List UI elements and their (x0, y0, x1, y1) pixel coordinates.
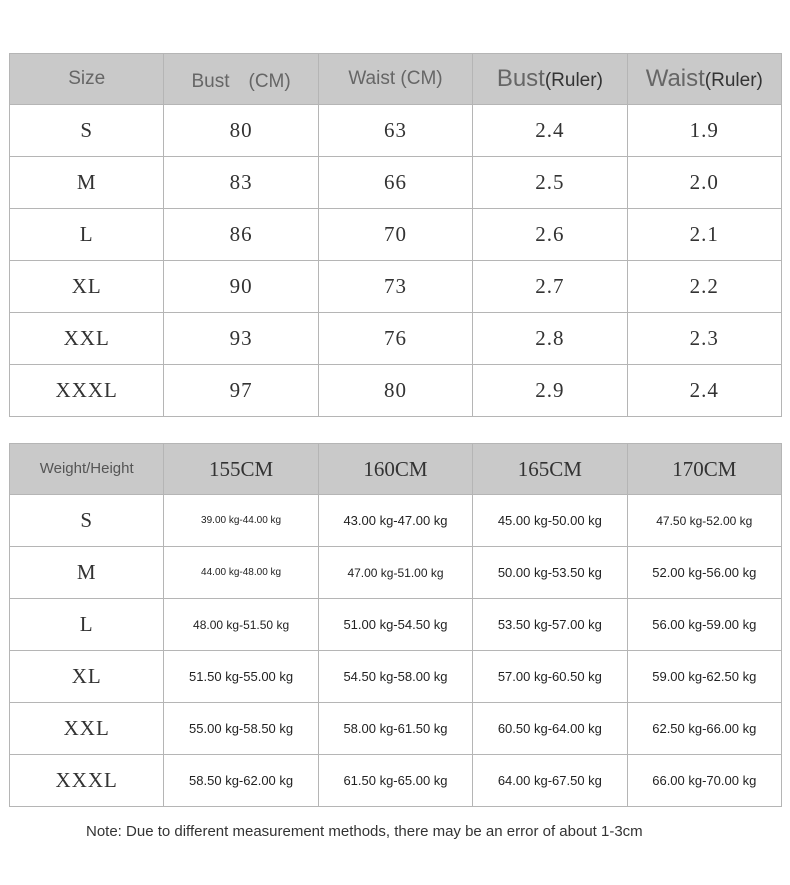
header-170cm (627, 444, 781, 495)
header-165cm (473, 444, 627, 495)
table-row (10, 495, 782, 547)
table-row (10, 313, 782, 365)
weight-160cm-cell: 51.00 kg-54.50 kg (318, 599, 472, 651)
header-weight-height-label: Weight/Height (39, 460, 134, 477)
bust-ruler-cell: 2.9 (473, 365, 627, 417)
table-row (10, 755, 782, 807)
header-165cm-label: 165CM (517, 456, 582, 481)
table-row (10, 703, 782, 755)
bust-cm-cell: 86 (164, 209, 318, 261)
weight-165cm-cell: 64.00 kg-67.50 kg (473, 755, 627, 807)
weight-165cm-cell: 57.00 kg-60.50 kg (473, 651, 627, 703)
weight-155cm-cell: 55.00 kg-58.50 kg (164, 703, 318, 755)
size-cell: XXXL (10, 755, 164, 807)
table-row (10, 365, 782, 417)
header-bust-cm-label: Bust (CM) (191, 70, 291, 92)
weight-160cm-cell: 54.50 kg-58.00 kg (318, 651, 472, 703)
header-size-label: Size (68, 68, 106, 89)
waist-cm-cell: 80 (318, 365, 472, 417)
header-weight-height (10, 444, 164, 495)
waist-ruler-cell: 2.1 (627, 209, 781, 261)
weight-155cm-cell: 39.00 kg-44.00 kg (164, 495, 318, 547)
waist-ruler-cell: 2.4 (627, 365, 781, 417)
header-size (10, 54, 164, 105)
size-cell: XL (10, 261, 164, 313)
weight-155cm-cell: 58.50 kg-62.00 kg (164, 755, 318, 807)
weight-170cm-cell: 62.50 kg-66.00 kg (627, 703, 781, 755)
weight-170cm-cell: 52.00 kg-56.00 kg (627, 547, 781, 599)
weight-160cm-cell: 58.00 kg-61.50 kg (318, 703, 472, 755)
weight-170cm-cell: 56.00 kg-59.00 kg (627, 599, 781, 651)
header-waist-cm-label: Waist (CM) (348, 68, 443, 89)
bust-cm-cell: 80 (164, 105, 318, 157)
size-cell: XXL (10, 703, 164, 755)
bust-ruler-cell: 2.8 (473, 313, 627, 365)
weight-165cm-cell: 53.50 kg-57.00 kg (473, 599, 627, 651)
measurement-note: Note: Due to different measurement methods, there may be an error of about 1-3cm (86, 823, 643, 840)
table-header-row (10, 444, 782, 495)
header-bust-ruler-unit: (Ruler) (544, 70, 603, 91)
weight-155cm-cell: 44.00 kg-48.00 kg (164, 547, 318, 599)
weight-height-table (9, 443, 782, 807)
size-cell: L (10, 599, 164, 651)
weight-165cm-cell: 45.00 kg-50.00 kg (473, 495, 627, 547)
header-170cm-label: 170CM (672, 456, 737, 481)
waist-cm-cell: 70 (318, 209, 472, 261)
waist-cm-cell: 63 (318, 105, 472, 157)
table-row (10, 105, 782, 157)
bust-ruler-cell: 2.7 (473, 261, 627, 313)
header-waist-cm (318, 54, 472, 105)
header-bust-ruler (473, 54, 627, 105)
header-155cm (164, 444, 318, 495)
bust-cm-cell: 83 (164, 157, 318, 209)
table-row (10, 157, 782, 209)
waist-ruler-cell: 1.9 (627, 105, 781, 157)
waist-cm-cell: 73 (318, 261, 472, 313)
weight-160cm-cell: 43.00 kg-47.00 kg (318, 495, 472, 547)
bust-ruler-cell: 2.5 (473, 157, 627, 209)
weight-155cm-cell: 48.00 kg-51.50 kg (164, 599, 318, 651)
bust-ruler-cell: 2.4 (473, 105, 627, 157)
size-cell: L (10, 209, 164, 261)
header-waist-ruler-unit: (Ruler) (704, 70, 763, 91)
header-bust-ruler-label: Bust (496, 65, 545, 92)
waist-cm-cell: 76 (318, 313, 472, 365)
header-160cm (318, 444, 472, 495)
weight-170cm-cell: 66.00 kg-70.00 kg (627, 755, 781, 807)
weight-170cm-cell: 47.50 kg-52.00 kg (627, 495, 781, 547)
table-row (10, 547, 782, 599)
size-cell: M (10, 547, 164, 599)
table-row (10, 599, 782, 651)
bust-cm-cell: 90 (164, 261, 318, 313)
table-row (10, 261, 782, 313)
waist-ruler-cell: 2.0 (627, 157, 781, 209)
bust-cm-cell: 97 (164, 365, 318, 417)
size-cell: M (10, 157, 164, 209)
size-cell: XL (10, 651, 164, 703)
waist-ruler-cell: 2.3 (627, 313, 781, 365)
table-row (10, 651, 782, 703)
weight-155cm-cell: 51.50 kg-55.00 kg (164, 651, 318, 703)
size-cell: S (10, 495, 164, 547)
table-row (10, 209, 782, 261)
header-155cm-label: 155CM (208, 456, 274, 481)
weight-160cm-cell: 47.00 kg-51.00 kg (318, 547, 472, 599)
size-cell: XXL (10, 313, 164, 365)
waist-cm-cell: 66 (318, 157, 472, 209)
weight-160cm-cell: 61.50 kg-65.00 kg (318, 755, 472, 807)
size-cell: S (10, 105, 164, 157)
waist-ruler-cell: 2.2 (627, 261, 781, 313)
header-160cm-label: 160CM (363, 456, 428, 481)
table-header-row (10, 54, 782, 105)
weight-165cm-cell: 50.00 kg-53.50 kg (473, 547, 627, 599)
size-cell: XXXL (10, 365, 164, 417)
header-bust-cm (164, 54, 318, 105)
bust-cm-cell: 93 (164, 313, 318, 365)
size-measurement-table (9, 53, 782, 417)
header-waist-ruler (627, 54, 781, 105)
header-waist-ruler-label: Waist (645, 65, 705, 92)
weight-170cm-cell: 59.00 kg-62.50 kg (627, 651, 781, 703)
bust-ruler-cell: 2.6 (473, 209, 627, 261)
weight-165cm-cell: 60.50 kg-64.00 kg (473, 703, 627, 755)
